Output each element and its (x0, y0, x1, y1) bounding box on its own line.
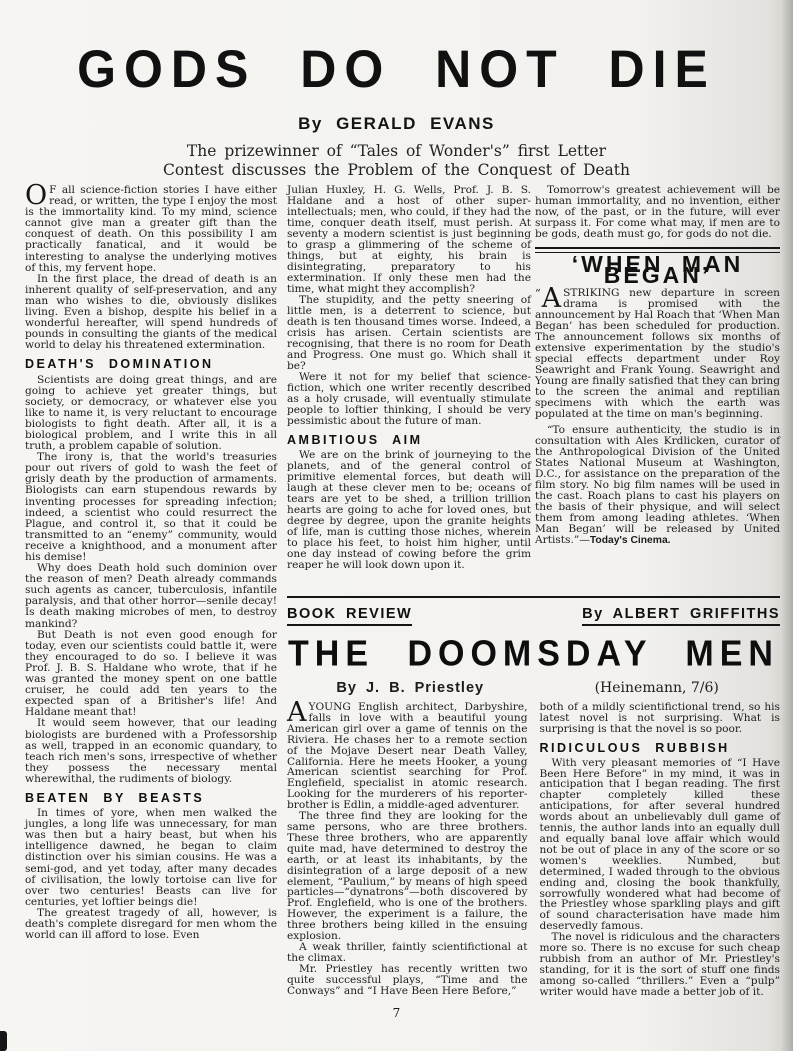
book-review-section (287, 596, 780, 998)
paragraph-text: YOUNG English architect, Darbyshire, falls in love with a beautiful young American girl over a game of tennis on the Riviera. He chases her to a remote section of the Mojave Desert near Death Valley, California. Here he meets Hooker, a young American scientist searching for Prof. Englefield, specialist in atomic research. Looking for the murderers of his reporter-brother is Edlin, a middle-aged adventurer. (287, 701, 528, 812)
section-heading-deaths-domination: DEATH'S DOMINATION (25, 357, 214, 372)
section-divider (287, 596, 780, 598)
paragraph: The novel is ridiculous and the characters more so. There is no excuse for such cheap rubbish from an author of Mr. Priestley's standing, for it is the sort of stuff one finds among so-called “thrillers.” Even a “pulp” writer would have made a better job of it. (539, 931, 780, 998)
paragraph: Were it not for my belief that science-fiction, which one writer recently described as a holy crusade, will eventually stimulate people to loftier thinking, I should be very pessimistic about the future of man. (287, 371, 531, 427)
review-kicker: BOOK REVIEW (287, 606, 412, 626)
drop-cap: O (25, 180, 48, 211)
review-reviewer: By ALBERT GRIFFITHS (582, 606, 780, 626)
review-column-1 (287, 697, 528, 998)
paragraph (25, 180, 277, 274)
paragraph: A weak thriller, faintly scientifictional at the climax. (287, 940, 528, 964)
paragraph: Julian Huxley, H. G. Wells, Prof. J. B. S. Haldane and a host of other super-intellectuals; men, who could, if they had the time, conquer death itself, must perish. At seventy a modern scientist is just beginning to grasp a glimmering of the scheme of things, but at eighty, his brain is disintegrating, preparatory to his extermination. If only these men had the time, what might they accomplish? (287, 184, 531, 295)
section-heading-ridiculous-rubbish: RIDICULOUS RUBBISH (539, 740, 730, 755)
review-publisher: (Heinemann, 7/6) (594, 680, 719, 696)
article-header (0, 40, 793, 180)
paragraph (535, 425, 780, 546)
drop-cap: A (287, 697, 307, 728)
paragraph: But Death is not even good enough for today, even our scientists could battle it, were they encouraged to do so. I believe it was Prof. J. B. S. Haldane who wrote, that if he was granted the money spent on one battle cruiser, he could add ten years to the expected span of a Britisher's life! And Haldane meant that! (25, 628, 277, 719)
article-column-2 (287, 185, 531, 571)
paragraph: It would seem however, that our leading biologists are burdened with a Professorship as well, trapped in an economic quandary, to teach rich men's sons, irrespective of whether they possess the necessary mental wherewithal, the rudiments of biology. (25, 717, 277, 785)
quote-mark: “ (535, 287, 541, 300)
paragraph: Mr. Priestley has recently written two quite successful plays, “Time and the Conways” and “I Have Been Here Before,” (287, 962, 528, 997)
review-columns (287, 697, 780, 998)
paragraph: The stupidity, and the petty sneering of little men, is a deterrent to science, but death is ten thousand times worse. Indeed, a crisis has arisen. Certain scientists are recognising, that there is no room for Death and Progress. One must go. Which shall it be? (287, 294, 531, 372)
section-heading-ambitious-aim: AMBITIOUS AIM (287, 433, 423, 447)
paragraph (287, 697, 528, 812)
review-kicker-row (287, 606, 780, 626)
paragraph: The three find they are looking for the same persons, who are three brothers. These three brothers, who are apparently quite mad, have determined to destroy the earth, or at least its inhabitants, by the disintegration of a large deposit of a new element, “Paulium,” by means of high speed particles—“dynatrons”—both discovered by Prof. Englefield, who is one of the brothers. However, the experiment is a failure, the three brothers being killed in the ensuing explosion. (287, 810, 528, 943)
paragraph: Tomorrow's greatest achievement will be human immortality, and no invention, either now, of the past, or in the future, will ever surpass it. For come what may, if men are to be gods, death must go, for gods do not die. (535, 184, 780, 240)
paragraph: Why does Death hold such dominion over the reason of men? Death already commands such agents as cancer, tuberculosis, infantile paralysis, and that other horror—senile decay! Is death making microbes of men, to destroy mankind? (25, 562, 277, 630)
paragraph-text: STRIKING new departure in screen drama is promised with the announcement by Hal Roach that ‘When Man Began’ has been scheduled for production. The announcement follows six months of extensive experimentation by the studio's special effects department under Roy Seawright and Frank Young. Seawright and Young are finally satisfied that they can bring to the screen the animal and reptilian specimens with which the earth was populated at the time on man's beginning. (535, 287, 780, 420)
paragraph: We are on the brink of journeying to the planets, and of the general control of primitive elemental forces, but death will laugh at these clever men to be; oceans of tears are yet to be shed, a trillion trillion hearts are going to ache for loved ones, but degree by degree, upon the granite heights of life, man is cutting those niches, wherein to place his feet, to hoist him higher, until one day instead of cowing before the grim reaper he will look down upon it. (287, 449, 531, 571)
article-byline: By GERALD EVANS (298, 114, 495, 133)
section-heading-when-man-began: ‘WHEN MAN BEGAN’ (571, 251, 744, 288)
review-meta-row (287, 680, 780, 696)
paragraph: In times of yore, when men walked the jungles, a long life was unnecessary, for man was then but a hairy beast, but when his intelligence dawned, he began to claim distinction over his simian cousins. He was a semi-god, and yet today, after many decades of civilisation, the lowly tortoise can live for over two centuries! Beasts can live for centuries, yet loftier beings die! (25, 807, 277, 908)
scan-artifact (0, 1031, 7, 1051)
attribution: Today's Cinema. (589, 535, 671, 546)
paragraph: Scientists are doing great things, and are going to achieve yet greater things, but society, or democracy, or whatever else you like to name it, is very reluctant to encourage biologists to fight death. After all, it is a biological problem, and I write this in all truth, a problem capable of solution. (25, 373, 277, 453)
article-title: GODS DO NOT DIE (77, 39, 716, 99)
paragraph: The greatest tragedy of all, however, is death's complete disregard for men whom the world can ill afford to lose. Even (25, 906, 277, 942)
paragraph: The irony is, that the world's treasuries pour out rivers of gold to wash the feet of grisly death by the production of armaments. Biologists can earn stupendous rewards by inventing processes for spreading infection; indeed, a scientist who could resurrect the Plague, and control it, so that it could be transmitted to an “enemy” community, would receive a knighthood, and a monument after his demise! (25, 451, 277, 563)
subtitle-line-1: The prizewinner of “Tales of Wonder's” first Letter (186, 142, 607, 160)
paragraph (535, 283, 780, 420)
article-subtitle (0, 142, 793, 180)
paragraph-text: “To ensure authenticity, the studio is in consultation with Ales Krdlicken, curator of the Anthropological Division of the United States National Museum at Washington, D.C., for assistance on the preparation of the film story. No big film names will be used in the cast. Roach plans to cast his players on the basis of their physique, and will select them from among leading athletes. ‘When Man Began’ will be released by United Artists.”— (535, 424, 780, 546)
page-number: 7 (392, 1006, 401, 1020)
review-book-author: By J. B. Priestley (336, 680, 485, 696)
review-column-2 (540, 702, 781, 998)
drop-cap: A (541, 283, 562, 314)
subtitle-line-2: Contest discusses the Problem of the Conquest of Death (162, 161, 631, 179)
paragraph: With very pleasant memories of “I Have Been Here Before” in my mind, it was in anticipation that I began reading. The first chapter completely killed these anticipations, for after several hundred words about an unbelievably dull game of tennis, the author lands into an equally dull and equally banal love affair which would not be out of place in any of the score or so women's weeklies. Numbed, but determined, I waded through to the obvious ending and, closing the book thankfully, sorrowfully wondered what had become of the Priestley whose sparkling plays and gift of sound characterisation have made him deservedly famous. (539, 756, 780, 933)
article-column-1 (25, 180, 277, 942)
paragraph-text: F all science-fiction stories I have either read, or written, the type I enjoy the most is the immortality kind. To my mind, science cannot give man a greater gift than the conquest of death. On this possibility I am practically fanatical, and it would be interesting to analyse the underlying motives of this, my fervent hope. (25, 184, 277, 274)
article-column-3 (535, 185, 780, 546)
paragraph: both of a mildly scientifictional trend, so his latest novel is not surprising. What is surprising is that the novel is so poor. (539, 701, 780, 735)
paragraph: In the first place, the dread of death is an inherent quality of self-preservation, and any man who wishes to die, obviously dislikes living. Even a bishop, despite his belief in a wonderful hereafter, will spend hundreds of pounds in consulting the giants of the medical world to delay his threatened extermination. (25, 272, 277, 352)
section-heading-beaten-by-beasts: BEATEN BY BEASTS (25, 790, 205, 805)
review-title: THE DOOMSDAY MEN (288, 634, 779, 674)
